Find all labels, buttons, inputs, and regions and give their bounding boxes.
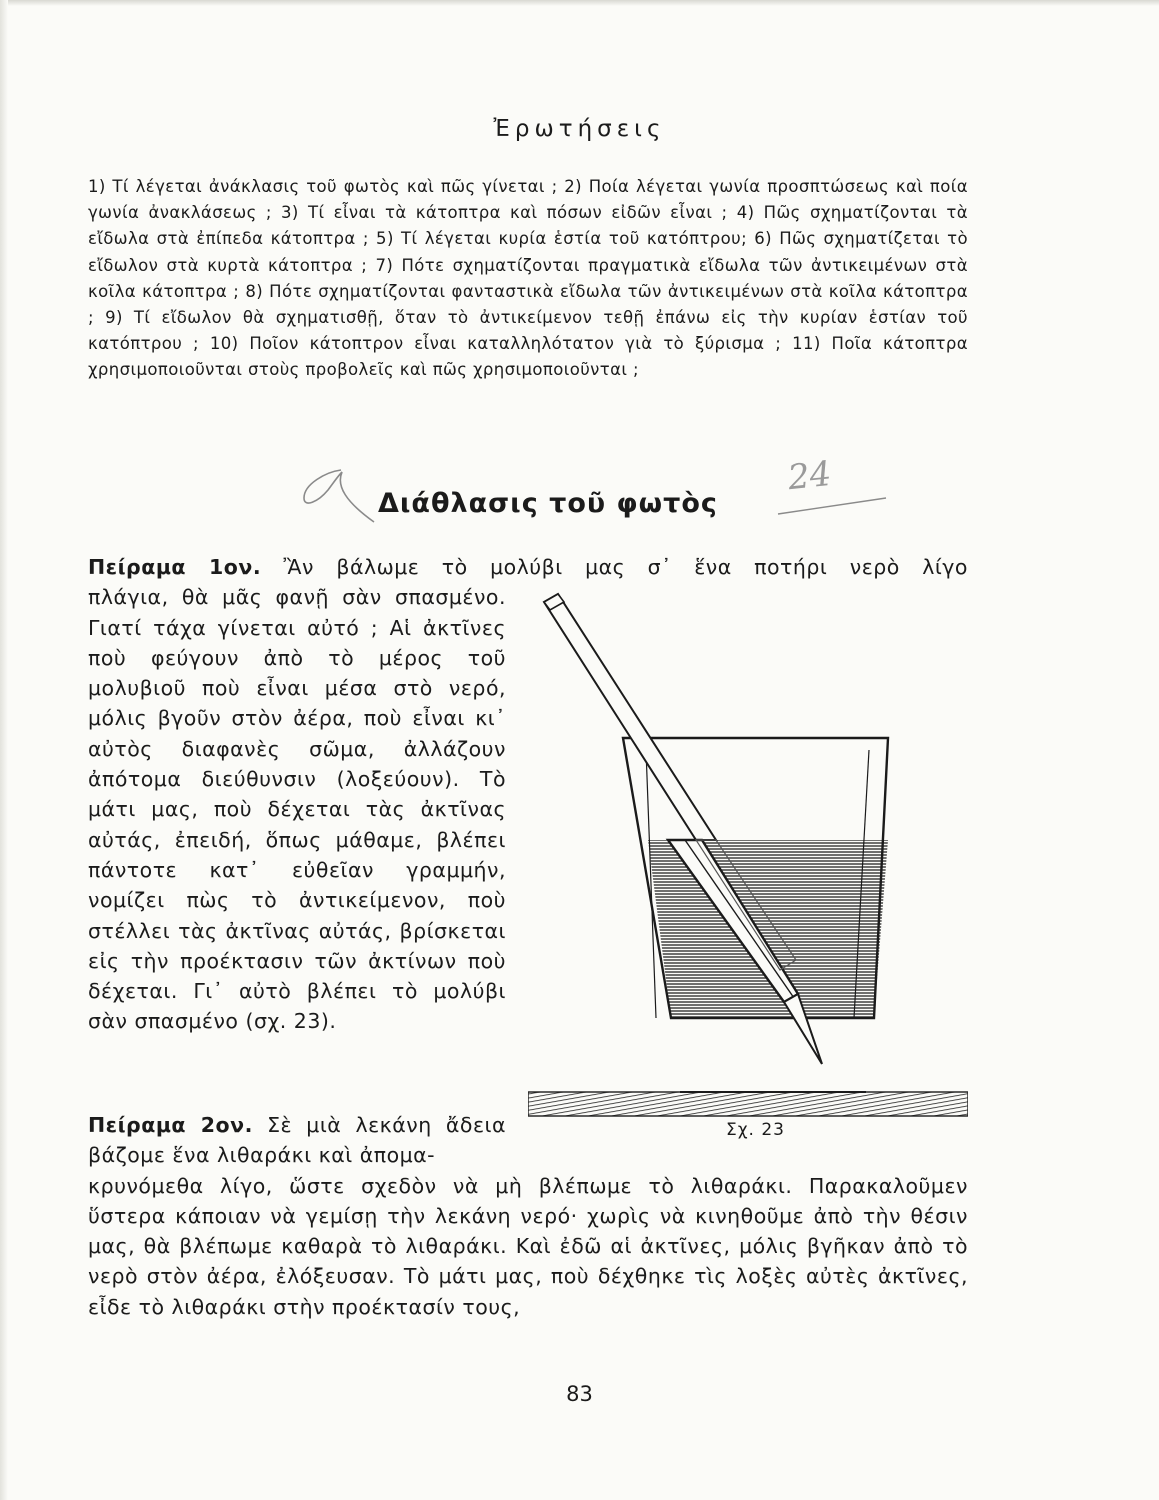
handwritten-underline — [776, 452, 896, 522]
section-title: Διάθλασις τοῦ φωτὸς — [378, 488, 718, 519]
page-number: 83 — [566, 1382, 593, 1406]
handwritten-number-text: 24 — [786, 453, 834, 499]
figure-pencil-in-glass — [528, 590, 968, 1140]
experiment-2-body: κρυνόμεθα λίγο, ὥστε σχεδὸν νὰ μὴ βλέπωμε τὸ λιθαράκι. Παρακαλοῦμεν ὕστερα κάποιαν νὰ γεμίσῃ τὴν λεκάνη νερό· χωρὶς νὰ κινηθοῦμε ἀπὸ τὴν θέσιν μας, θὰ βλέπωμε καθαρὰ τὸ λιθαράκι. Καὶ ἐδῶ αἱ ἀκτῖνες, μόλις βγῆκαν ἀπὸ τὸ νερὸ στὸν ἀέρα, ἐλόξευσαν. Τὸ μάτι μας, ποὺ δέχθηκε τὶς λοξὲς αὐτὲς ἀκτῖνες, εἶδε τὸ λιθαράκι στὴν προέκτασίν τους, — [88, 1173, 968, 1319]
questions-heading: Ἐρωτήσεις — [493, 116, 666, 142]
questions-text: 1) Τί λέγεται ἀνάκλασις τοῦ φωτὸς καὶ πῶς γίνεται ; 2) Ποία λέγεται γωνία προσπτώσεως καὶ ποία γωνία ἀνακλάσεως ; 3) Τί εἶναι τὰ κάτοπτρα καὶ πόσων εἰδῶν εἶναι ; 4) Πῶς σχηματίζονται τὰ εἴδωλα στὰ ἐπίπεδα κάτοπτρα ; 5) Τί λέγεται κυρία ἑστία τοῦ κατόπτρου; 6) Πῶς σχηματίζεται τὸ εἴδωλον στὰ κυρτὰ κάτοπτρα ; 7) Πότε σχηματίζονται πραγματικὰ εἴδωλα τῶν ἀντικειμένων στὰ κοῖλα κάτοπτρα ; 8) Πότε σχηματίζονται φανταστικὰ εἴδωλα τῶν ἀντικειμένων στὰ κοῖλα κάτοπτρα ; 9) Τί εἴδωλον θὰ σχηματισθῇ, ὅταν τὸ ἀντικείμενον τεθῇ ἐπάνω εἰς τὴν κυρίαν ἑστίαν τοῦ κατόπτρου ; 10) Ποῖον κάτοπτρον εἶναι καταλληλότατον γιὰ τὸ ξύρισμα ; 11) Ποῖα κάτοπτρα χρησιμοποιοῦνται στοὺς προβολεῖς καὶ πῶς χρησιμοποιοῦνται ; — [88, 177, 968, 380]
experiment-2-label: Πείραμα 2ον. — [88, 1113, 253, 1137]
experiment-1-first-line — [88, 552, 968, 582]
page-edge-left — [0, 0, 8, 1500]
experiment-1-label: Πείραμα 1ον. — [88, 555, 262, 579]
handwritten-alpha-icon — [296, 462, 376, 532]
handwritten-number — [776, 452, 896, 522]
figure-caption: Σχ. 23 — [726, 1120, 786, 1140]
experiment-2-intro-text: Σὲ μιὰ λεκάνη ἄδεια βάζομε ἕνα λιθαράκι καὶ ἀπομα- — [88, 1113, 506, 1168]
page-edge — [0, 0, 1159, 6]
experiment-2 — [88, 1110, 968, 1322]
experiment-1-body: πλάγια, θὰ μᾶς φανῇ σὰν σπασμένο. Γιατί τάχα γίνεται αὐτό ; Αἱ ἀκτῖνες ποὺ φεύγουν ἀπὸ τὸ μέρος τοῦ μολυβιοῦ ποὺ εἶναι μέσα στὸ νερό, μόλις βγοῦν στὸν ἀέρα, ποὺ εἶναι κι᾽ αὐτὸς διαφανὲς σῶμα, ἀλλάζουν ἀπότομα διεύθυνσιν (λοξεύουν). Τὸ μάτι μας, ποὺ δέχεται τὰς ἀκτῖνας αὐτάς, ἐπειδή, ὅπως μάθαμε, βλέπει πάντοτε κατ᾽ εὐθεῖαν γραμμήν, νομίζει πὼς τὸ ἀντικείμενον, ποὺ στέλλει τὰς ἀκτῖνας αὐτάς, βρίσκεται εἰς τὴν προέκτασιν τῶν ἀκτίνων ποὺ δέχεται. Γι᾽ αὐτὸ βλέπει τὸ μολύβι σὰν σπασμένο (σχ. 23). — [88, 585, 506, 1034]
pencil-above-water — [544, 594, 716, 840]
water — [648, 840, 888, 1018]
experiment-2-intro — [88, 1110, 506, 1171]
experiment-1-first-text: Ἂν βάλωμε τὸ μολύβι μας σ᾽ ἕνα ποτήρι νερὸ λίγο — [283, 555, 968, 579]
